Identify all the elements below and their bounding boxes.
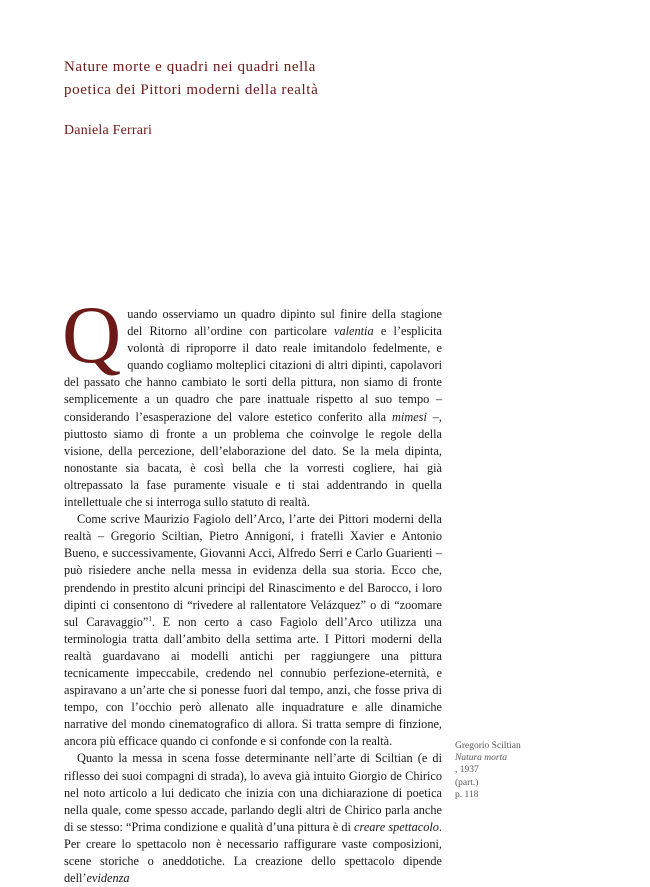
text-run: Come scrive Maurizio Fagiolo dell’Arco, l’arte dei Pittori moderni della realtà – Gregorio Sciltian, Pietro Annigoni, i fratelli Xavier e Antonio Bueno, e successivamente, Giovanni Acci, Alfredo Serri e Carlo Guarienti – può risiedere anche nella messa in evidenza della sua storia. Ecco che, prendendo in prestito alcuni principi del Rinascimento e del Barocco, i loro dipinti ci consentono di “rivedere al rallentatore Velázquez” o di “zoomare sul Caravaggio” xyxy=(64,512,442,629)
text-run: Quanto la messa in scena fosse determinante nell’arte di Sciltian (e di riflesso dei suoi compagni di strada), lo aveva già intuito Giorgio de Chirico nel noto articolo a lui dedicato che inizia con una dichiarazione di poetica nella quale, come spesso accade, parlando degli altri de Chirico parla anche di se stesso: “Prima condizione e qualità d’una pittura è di xyxy=(64,751,442,834)
caption-page: p. 118 xyxy=(455,789,479,800)
drop-cap: Q xyxy=(62,289,122,380)
article-title-line-1: Nature morte e quadri nei quadri nella xyxy=(64,59,316,75)
text-run: . Per creare lo spettacolo non è necessario raffigurare vaste composizioni, scene storiche o aneddotiche. La creazione dello spettacolo dipende dell’ xyxy=(64,819,442,886)
italic-text: creare spettacolo xyxy=(354,819,439,834)
italic-text: mimesi xyxy=(392,409,427,424)
caption-artist: Gregorio Sciltian xyxy=(455,741,521,751)
image-caption xyxy=(455,740,565,801)
article-title-line-2: poetica dei Pittori moderni della realtà xyxy=(64,82,319,98)
caption-year: , 1937 xyxy=(455,765,479,776)
article-body xyxy=(62,289,443,887)
italic-text: valentia xyxy=(334,324,374,339)
text-run: e l’esplicita volontà di riproporre il dato reale imitandolo fedelmente, e quando cogliamo molteplici citazioni di altri dipinti, capolavori del passato che hanno cambiato le sorti della pittura, non siamo di fronte semplicemente a un quadro che pare inattuale rispetto al suo tempo – considerando l’esasperazione del valore estetico conferito alla xyxy=(64,324,443,424)
footnote-ref: 1 xyxy=(148,614,152,623)
paragraph-2 xyxy=(64,511,442,750)
text-run: uando osserviamo un quadro dipinto sul finire della stagione del Ritorno all’ordine con particolare xyxy=(127,307,442,339)
caption-detail: (part.) xyxy=(455,777,479,788)
italic-text: evidenza xyxy=(86,871,130,886)
author-name: Daniela Ferrari xyxy=(64,123,153,138)
text-run: . E non certo a caso Fagiolo dell’Arco utilizza una terminologia tratta dall’ambito della settima arte. I Pittori moderni della realtà guardavano ai modelli antichi per raggiungere una pittura tecnicamente impeccabile, credendo nel connubio perfezione-eternità, e aspiravano a un’arte che si ponesse fuori dal tempo, anzi, che fosse priva di tempo, con l’occhio però allenato alle inquadrature e alle dinamiche narrative del mondo cinematografico di allora. Si tratta sempre di finzione, ancora più efficace quando ci confonde e si confonde con la realtà. xyxy=(64,614,442,749)
caption-work-title: Natura morta xyxy=(455,753,507,764)
paragraph-1 xyxy=(62,289,443,511)
caption-work-line xyxy=(455,752,565,776)
text-run: –, piuttosto siamo di fronte a un problema che coinvolge le regole della visione, della percezione, dell’elaborazione del dato. Se la mela dipinta, nonostante sia bacata, è così bella che la vorresti cogliere, hai già oltrepassato la fase puramente visuale e ti stai addentrando in quella intellettuale che si interroga sullo statuto di realtà. xyxy=(64,409,443,510)
article-title xyxy=(64,56,494,102)
